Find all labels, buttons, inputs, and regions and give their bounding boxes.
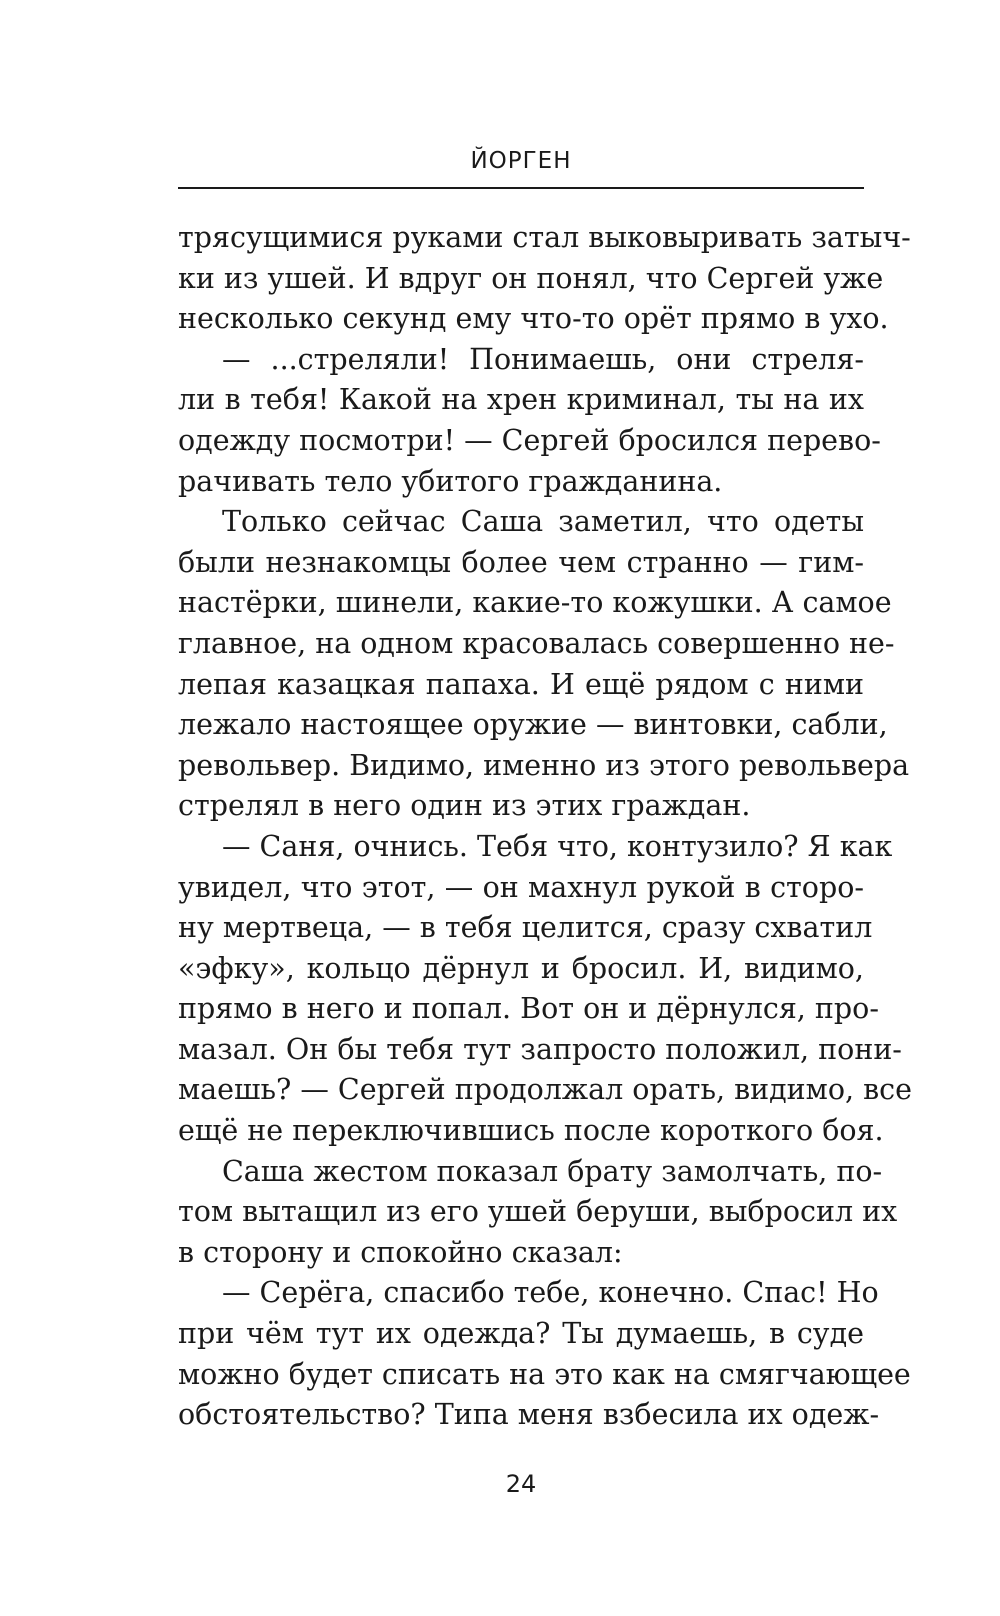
- text-line: трясущимися руками стал выковыривать затыч-: [178, 221, 911, 254]
- text-line: том вытащил из его ушей беруши, выбросил их: [178, 1195, 898, 1229]
- text-line: — Саня, очнись. Тебя что, контузило? Я как: [222, 829, 893, 863]
- text-line: лежало настоящее оружие — винтовки, сабли,: [178, 708, 888, 742]
- text-line: одежду посмотри! — Сергей бросился перево-: [178, 423, 881, 457]
- text-line: ли в тебя! Какой на хрен криминал, ты на их: [178, 383, 864, 417]
- text-line: — Серёга, спасибо тебе, конечно. Спас! Но: [222, 1276, 879, 1310]
- body-text: [178, 218, 912, 1436]
- text-line: ещё не переключившись после короткого боя.: [178, 1114, 884, 1148]
- text-line: прямо в него и попал. Вот он и дёрнулся, про-: [178, 992, 879, 1026]
- text-line: лепая казацкая папаха. И ещё рядом с ними: [178, 667, 864, 701]
- text-line: револьвер. Видимо, именно из этого револьвера: [178, 748, 910, 782]
- text-line: в сторону и спокойно сказал:: [178, 1235, 623, 1269]
- text-line: увидел, что этот, — он махнул рукой в сторо-: [178, 870, 864, 904]
- text-line: маешь? — Сергей продолжал орать, видимо, все: [178, 1073, 912, 1107]
- text-line: ну мертвеца, — в тебя целится, сразу схватил: [178, 911, 873, 945]
- text-line: Саша жестом показал брату замолчать, по-: [222, 1154, 883, 1188]
- page-number: 24: [505, 1470, 537, 1498]
- header-rule: [178, 187, 864, 189]
- text-line: несколько секунд ему что-то орёт прямо в ухо.: [178, 302, 889, 336]
- running-head: ЙОРГЕН: [470, 148, 572, 174]
- text-line: при чём тут их одежда? Ты думаешь, в суде: [178, 1317, 864, 1351]
- text-line: стрелял в него один из этих граждан.: [178, 789, 751, 823]
- text-line: были незнакомцы более чем странно — гим-: [178, 545, 864, 579]
- text-line: настёрки, шинели, какие-то кожушки. А самое: [178, 586, 892, 620]
- text-line: Только сейчас Саша заметил, что одеты: [222, 505, 864, 539]
- text-line: рачивать тело убитого гражданина.: [178, 464, 723, 498]
- text-line: «эфку», кольцо дёрнул и бросил. И, видимо,: [178, 951, 864, 985]
- text-line: главное, на одном красовалась совершенно не-: [178, 626, 895, 660]
- text-line: — ...стреляли! Понимаешь, они стреля-: [222, 342, 864, 376]
- text-line: обстоятельство? Типа меня взбесила их одеж-: [178, 1398, 880, 1432]
- text-line: мазал. Он бы тебя тут запросто положил, пони-: [178, 1032, 902, 1066]
- text-line: ки из ушей. И вдруг он понял, что Сергей уже: [178, 261, 884, 295]
- text-line: можно будет списать на это как на смягчающее: [178, 1357, 911, 1391]
